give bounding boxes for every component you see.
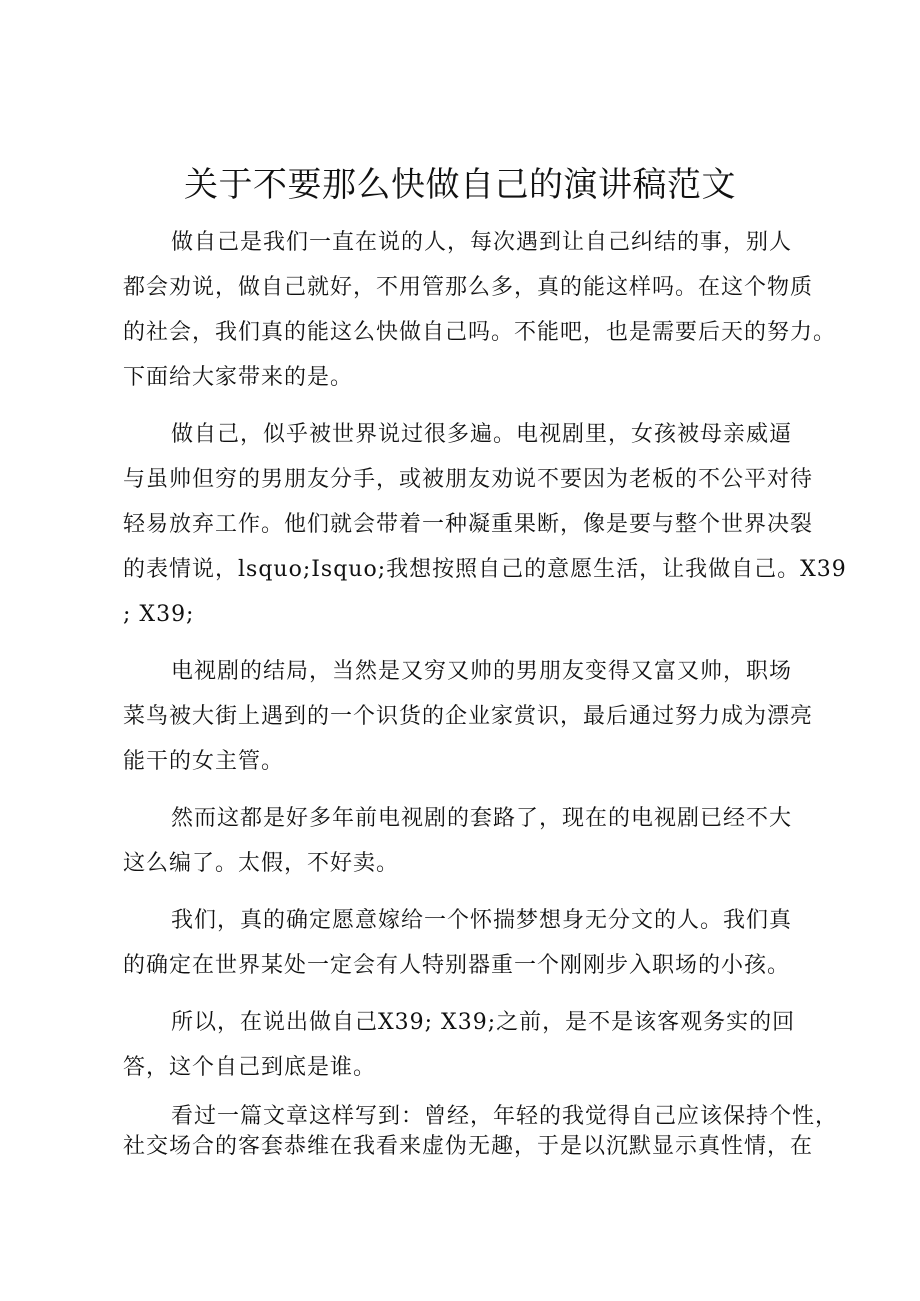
paragraph-line: 所以，在说出做自己X39; X39;之前，是不是该客观务实的回 (171, 1010, 796, 1035)
paragraph-line: 电视剧的结局，当然是又穷又帅的男朋友变得又富又帅，职场 (171, 659, 793, 684)
paragraph-line: 答，这个自己到底是谁。 (123, 1055, 377, 1080)
paragraph-line: 做自己，似乎被世界说过很多遍。电视剧里，女孩被母亲威逼 (171, 422, 793, 447)
paragraph-line: 这么编了。太假，不好卖。 (123, 851, 400, 876)
paragraph-line: 然而这都是好多年前电视剧的套路了，现在的电视剧已经不大 (171, 806, 793, 831)
paragraph-line: 轻易放弃工作。他们就会带着一种凝重果断，像是要与整个世界决裂 (123, 512, 814, 537)
paragraph-line: 社交场合的客套恭维在我看来虚伪无趣，于是以沉默显示真性情，在 (123, 1134, 814, 1159)
paragraph-line: 下面给大家带来的是。 (123, 365, 354, 390)
document-title: 关于不要那么快做自己的演讲稿范文 (184, 165, 736, 205)
paragraph-1 (123, 220, 837, 400)
paragraph-line: ; X39; (123, 602, 195, 627)
paragraph-line: 能干的女主管。 (123, 749, 285, 774)
paragraph-5 (123, 898, 813, 988)
paragraph-line: 与虽帅但穷的男朋友分手，或被朋友劝说不要因为老板的不公平对待 (123, 467, 814, 492)
paragraph-3 (123, 649, 813, 784)
paragraph-line: 菜鸟被大街上遇到的一个识货的企业家赏识，最后通过努力成为漂亮 (123, 704, 814, 729)
paragraph-7 (123, 1102, 839, 1162)
paragraph-line: 的社会，我们真的能这么快做自己吗。不能吧，也是需要后天的努力。 (123, 320, 837, 345)
paragraph-line: 做自己是我们一直在说的人，每次遇到让自己纠结的事，别人 (171, 230, 793, 255)
paragraph-line: 看过一篇文章这样写到：曾经，年轻的我觉得自己应该保持个性， (171, 1104, 839, 1129)
paragraph-line: 的表情说，lsquo;Isquo;我想按照自己的意愿生活，让我做自己。X39 (123, 557, 847, 582)
paragraph-line: 我们，真的确定愿意嫁给一个怀揣梦想身无分文的人。我们真 (171, 908, 793, 933)
paragraph-4 (123, 796, 813, 886)
document-body (123, 220, 847, 1174)
paragraph-line: 的确定在世界某处一定会有人特别器重一个刚刚步入职场的小孩。 (123, 953, 791, 978)
paragraph-line: 都会劝说，做自己就好，不用管那么多，真的能这样吗。在这个物质 (123, 275, 814, 300)
paragraph-2 (123, 412, 847, 637)
paragraph-6 (123, 1000, 813, 1090)
